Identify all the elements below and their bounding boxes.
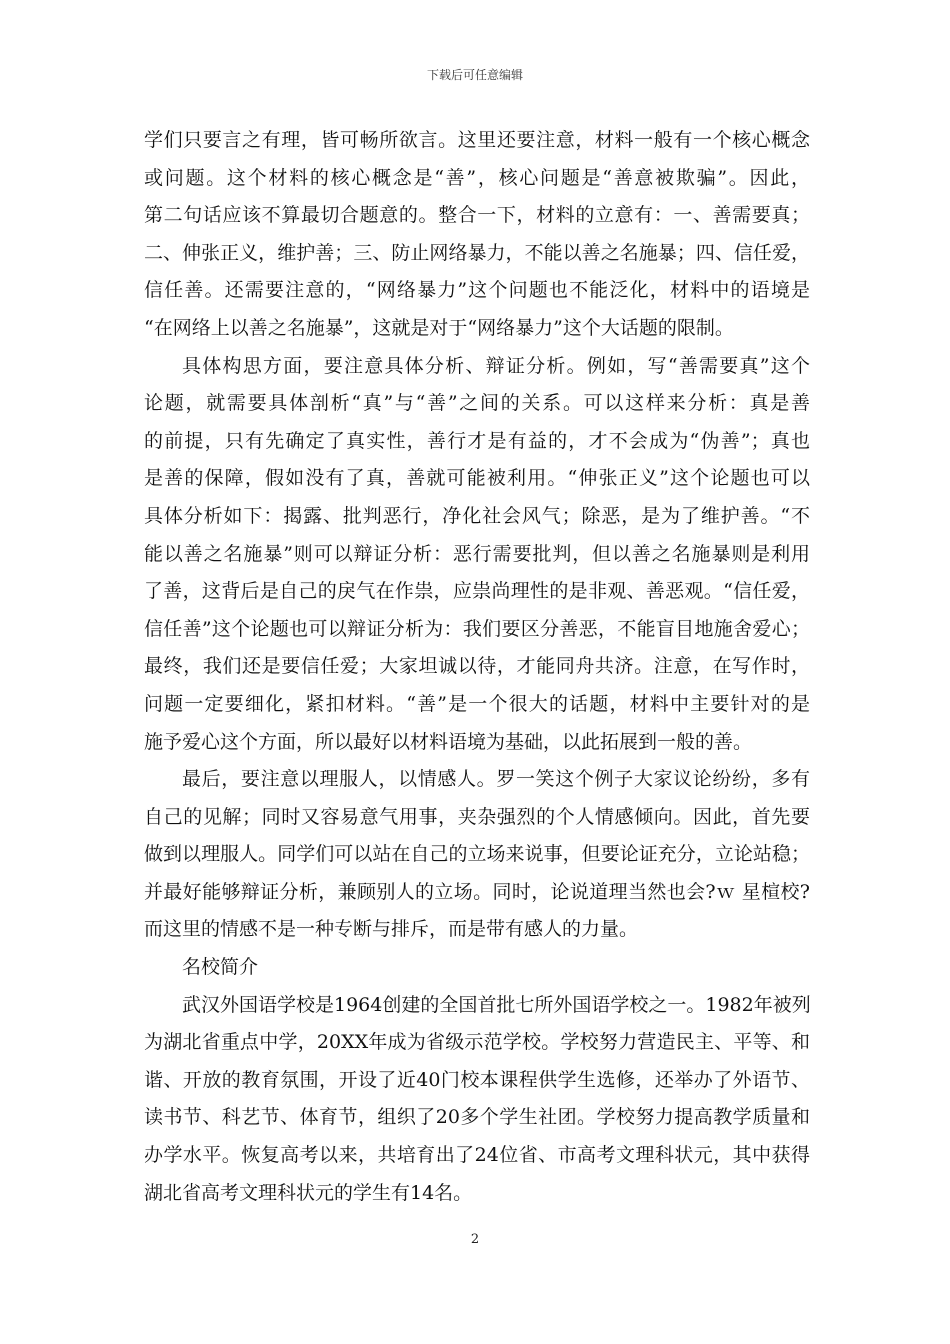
text-line: 学们只要言之有理，皆可畅所欲言。这里还要注意，材料一般有一个核心概念 bbox=[144, 129, 810, 151]
text-line: 湖北省高考文理科状元的学生有14名。 bbox=[144, 1181, 473, 1204]
text-line: 谐、开放的教育氛围，开设了近40门校本课程供学生选修，还举办了外语节、 bbox=[144, 1068, 810, 1091]
text-line: 能以善之名施暴”则可以辩证分析：恶行需要批判，但以善之名施暴则是利用 bbox=[144, 542, 810, 565]
document-body bbox=[144, 122, 810, 1212]
text-line: 了善，这背后是自己的戾气在作祟，应祟尚理性的是非观、善恶观。“信任爱， bbox=[144, 580, 810, 603]
text-line: 办学水平。恢复高考以来，共培育出了24位省、市高考文理科状元，其中获得 bbox=[144, 1144, 810, 1167]
page-header: 下载后可任意编辑 bbox=[426, 68, 523, 82]
text-line: 最终，我们还是要信任爱；大家坦诚以待，才能同舟共济。注意，在写作时， bbox=[144, 655, 810, 678]
text-line: 武汉外国语学校是1964创建的全国首批七所外国语学校之一。1982年被列 bbox=[182, 993, 811, 1016]
text-line: 为湖北省重点中学，20XX年成为省级示范学校。学校努力营造民主、平等、和 bbox=[144, 1031, 810, 1054]
text-line: 第二句话应该不算最切合题意的。整合一下，材料的立意有：一、善需要真； bbox=[144, 204, 810, 227]
text-line: 问题一定要细化，紧扣材料。“善”是一个很大的话题，材料中主要针对的是 bbox=[144, 692, 810, 715]
text-line: 或问题。这个材料的核心概念是“善”，核心问题是“善意被欺骗”。因此， bbox=[144, 166, 810, 189]
text-line: 并最好能够辩证分析，兼顾别人的立场。同时，论说道理当然也会?ｗ 星楦校? bbox=[144, 880, 810, 903]
text-line: 而这里的情感不是一种专断与排斥，而是带有感人的力量。 bbox=[144, 918, 639, 941]
text-line: 信任善”这个论题也可以辩证分析为：我们要区分善恶，不能盲目地施舍爱心； bbox=[144, 617, 810, 640]
text-line: 做到以理服人。同学们可以站在自己的立场来说事，但要论证充分，立论站稳； bbox=[144, 843, 810, 866]
text-line: 自己的见解；同时又容易意气用事，夹杂强烈的个人情感倾向。因此，首先要 bbox=[144, 805, 810, 828]
text-line: 具体构思方面，要注意具体分析、辩证分析。例如，写“善需要真”这个 bbox=[182, 354, 810, 377]
text-line: 的前提，只有先确定了真实性，善行才是有益的，才不会成为“伪善”；真也 bbox=[144, 429, 810, 452]
text-line: 读书节、科艺节、体育节，组织了20多个学生社团。学校努力提高教学质量和 bbox=[144, 1106, 810, 1129]
paragraph-topic-analysis bbox=[144, 122, 810, 348]
text-line: 施予爱心这个方面，所以最好以材料语境为基础，以此拓展到一般的善。 bbox=[144, 730, 753, 753]
paragraph-concept-analysis bbox=[144, 348, 810, 762]
page-number: 2 bbox=[470, 1232, 480, 1247]
text-line: 是善的保障，假如没有了真，善就可能被利用。“伸张正义”这个论题也可以 bbox=[144, 467, 810, 490]
text-line: 信任善。还需要注意的，“网络暴力”这个问题也不能泛化，材料中的语境是 bbox=[144, 279, 810, 302]
text-line: “在网络上以善之名施暴”，这就是对于“网络暴力”这个大话题的限制。 bbox=[144, 316, 734, 339]
text-line: 论题，就需要具体剖析“真”与“善”之间的关系。可以这样来分析：真是善 bbox=[144, 392, 810, 415]
section-heading bbox=[144, 949, 810, 987]
text-line: 具体分析如下：揭露、批判恶行，净化社会风气；除恶，是为了维护善。“不 bbox=[144, 504, 810, 527]
paragraph-persuasion bbox=[144, 761, 810, 949]
text-line: 最后，要注意以理服人，以情感人。罗一笑这个例子大家议论纷纷，多有 bbox=[182, 768, 810, 791]
section-title: 名校简介 bbox=[182, 956, 259, 979]
paragraph-school-intro bbox=[144, 987, 810, 1213]
text-line: 二、伸张正义，维护善；三、防止网络暴力，不能以善之名施暴；四、信任爱， bbox=[144, 241, 810, 264]
